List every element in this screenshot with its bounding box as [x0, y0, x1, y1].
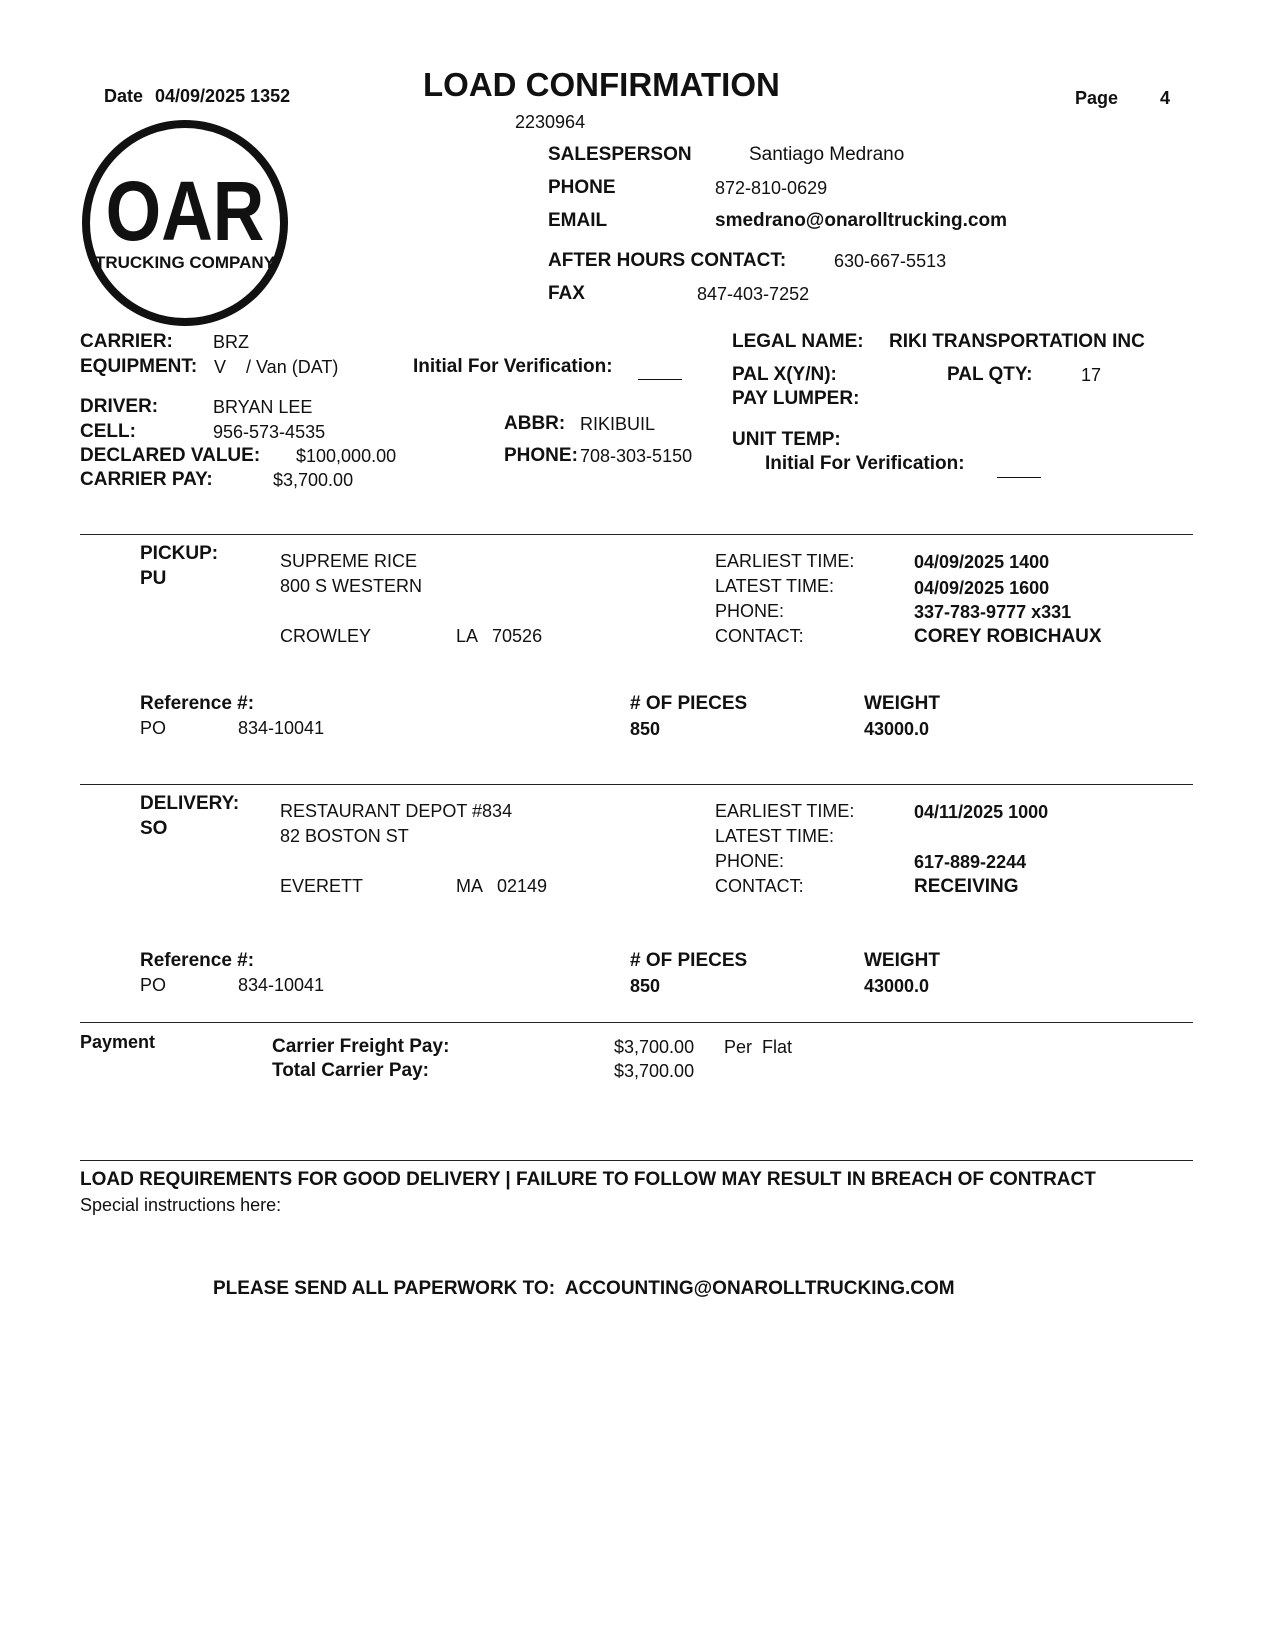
pickup-weight: 43000.0	[864, 719, 930, 739]
delivery-name: RESTAURANT DEPOT #834	[280, 801, 513, 821]
carrier-label: CARRIER:	[80, 331, 173, 352]
pickup-pieces-label: # OF PIECES	[630, 693, 748, 714]
logo-mark: OAR	[105, 163, 265, 259]
delivery-contact: RECEIVING	[914, 876, 1019, 897]
delivery-street: 82 BOSTON ST	[280, 826, 409, 846]
date-label: Date	[104, 86, 144, 106]
requirements-heading: LOAD REQUIREMENTS FOR GOOD DELIVERY | FAILURE TO FOLLOW MAY RESULT IN BREACH OF CONTRACT	[80, 1169, 1096, 1190]
carrier-value: BRZ	[213, 332, 249, 352]
total-pay-label: Total Carrier Pay:	[272, 1060, 429, 1081]
carrier-phone-value: 708-303-5150	[580, 446, 693, 466]
payment-label: Payment	[80, 1032, 156, 1052]
pickup-contact: COREY ROBICHAUX	[914, 626, 1102, 647]
delivery-code: SO	[140, 818, 168, 839]
divider	[80, 1022, 1193, 1023]
total-pay-value: $3,700.00	[614, 1061, 695, 1081]
phone-label: PHONE	[548, 177, 616, 198]
declared-value: $100,000.00	[296, 446, 397, 466]
pickup-weight-label: WEIGHT	[864, 693, 940, 714]
pickup-latest-label: LATEST TIME:	[715, 576, 835, 596]
pickup-earliest-label: EARLIEST TIME:	[715, 551, 855, 571]
freight-pay-value: $3,700.00	[614, 1037, 695, 1057]
initial-verification-blank-2	[997, 477, 1041, 478]
carrier-pay-value: $3,700.00	[273, 470, 354, 490]
pickup-reference-type: PO	[140, 718, 167, 738]
email-label: EMAIL	[548, 210, 608, 231]
delivery-phone: 617-889-2244	[914, 852, 1027, 872]
pickup-phone: 337-783-9777 x331	[914, 602, 1072, 622]
pal-qty-value: 17	[1081, 365, 1102, 385]
logo-tagline: TRUCKING COMPANY	[94, 253, 276, 272]
pickup-latest: 04/09/2025 1600	[914, 578, 1050, 598]
pay-lumper-label: PAY LUMPER:	[732, 388, 860, 409]
delivery-reference-type: PO	[140, 975, 167, 995]
delivery-reference-label: Reference #:	[140, 950, 255, 971]
pickup-earliest: 04/09/2025 1400	[914, 552, 1050, 572]
pickup-label: PICKUP:	[140, 543, 219, 564]
pickup-reference-value: 834-10041	[238, 718, 325, 738]
salesperson-label: SALESPERSON	[548, 144, 692, 165]
delivery-phone-label: PHONE:	[715, 851, 785, 871]
driver-value: BRYAN LEE	[213, 397, 313, 417]
page-title: LOAD CONFIRMATION	[423, 66, 780, 103]
freight-pay-unit: Per Flat	[724, 1037, 793, 1057]
delivery-city: EVERETT	[280, 876, 364, 896]
pickup-name: SUPREME RICE	[280, 551, 418, 571]
pickup-pieces: 850	[630, 719, 661, 739]
delivery-weight: 43000.0	[864, 976, 930, 996]
page-number: 4	[1160, 88, 1171, 108]
email-value: smedrano@onarolltrucking.com	[715, 210, 1007, 231]
freight-pay-label: Carrier Freight Pay:	[272, 1036, 450, 1057]
delivery-latest-label: LATEST TIME:	[715, 826, 835, 846]
oar-logo	[80, 118, 290, 328]
load-number: 2230964	[515, 112, 586, 132]
initial-verification-blank	[638, 379, 682, 380]
declared-value-label: DECLARED VALUE:	[80, 445, 261, 466]
delivery-label: DELIVERY:	[140, 793, 240, 814]
initial-verification-label: Initial For Verification:	[413, 356, 613, 377]
fax-value: 847-403-7252	[697, 284, 810, 304]
carrier-phone-label: PHONE:	[504, 445, 578, 466]
equipment-value: V / Van (DAT)	[214, 357, 339, 377]
divider	[80, 534, 1193, 535]
date-value: 04/09/2025 1352	[155, 86, 291, 106]
after-hours-value: 630-667-5513	[834, 251, 947, 271]
pickup-reference-label: Reference #:	[140, 693, 255, 714]
pickup-city: CROWLEY	[280, 626, 372, 646]
delivery-pieces: 850	[630, 976, 661, 996]
equipment-label: EQUIPMENT:	[80, 356, 198, 377]
paperwork-note: PLEASE SEND ALL PAPERWORK TO: ACCOUNTING@ONAROLLTRUCKING.COM	[213, 1278, 955, 1299]
legal-name-value: RIKI TRANSPORTATION INC	[889, 331, 1145, 352]
cell-value: 956-573-4535	[213, 422, 326, 442]
pickup-code: PU	[140, 568, 167, 589]
pal-label: PAL X(Y/N):	[732, 364, 837, 385]
phone-value: 872-810-0629	[715, 178, 828, 198]
fax-label: FAX	[548, 283, 585, 304]
pickup-street: 800 S WESTERN	[280, 576, 423, 596]
driver-label: DRIVER:	[80, 396, 159, 417]
delivery-earliest: 04/11/2025 1000	[914, 802, 1049, 822]
unit-temp-label: UNIT TEMP:	[732, 429, 841, 450]
special-instructions: Special instructions here:	[80, 1195, 282, 1215]
delivery-earliest-label: EARLIEST TIME:	[715, 801, 855, 821]
delivery-weight-label: WEIGHT	[864, 950, 940, 971]
initial-verification-label-2: Initial For Verification:	[765, 453, 965, 474]
pickup-phone-label: PHONE:	[715, 601, 785, 621]
pal-qty-label: PAL QTY:	[947, 364, 1033, 385]
abbr-value: RIKIBUIL	[580, 414, 656, 434]
page-label: Page	[1075, 88, 1119, 108]
delivery-reference-value: 834-10041	[238, 975, 325, 995]
abbr-label: ABBR:	[504, 413, 566, 434]
divider	[80, 784, 1193, 785]
pickup-state-zip: LA 70526	[456, 626, 543, 646]
carrier-pay-label: CARRIER PAY:	[80, 469, 213, 490]
legal-name-label: LEGAL NAME:	[732, 331, 864, 352]
salesperson-value: Santiago Medrano	[749, 144, 905, 165]
cell-label: CELL:	[80, 421, 136, 442]
pickup-contact-label: CONTACT:	[715, 626, 804, 646]
delivery-pieces-label: # OF PIECES	[630, 950, 748, 971]
delivery-contact-label: CONTACT:	[715, 876, 804, 896]
delivery-state-zip: MA 02149	[456, 876, 548, 896]
divider	[80, 1160, 1193, 1161]
after-hours-label: AFTER HOURS CONTACT:	[548, 250, 787, 271]
